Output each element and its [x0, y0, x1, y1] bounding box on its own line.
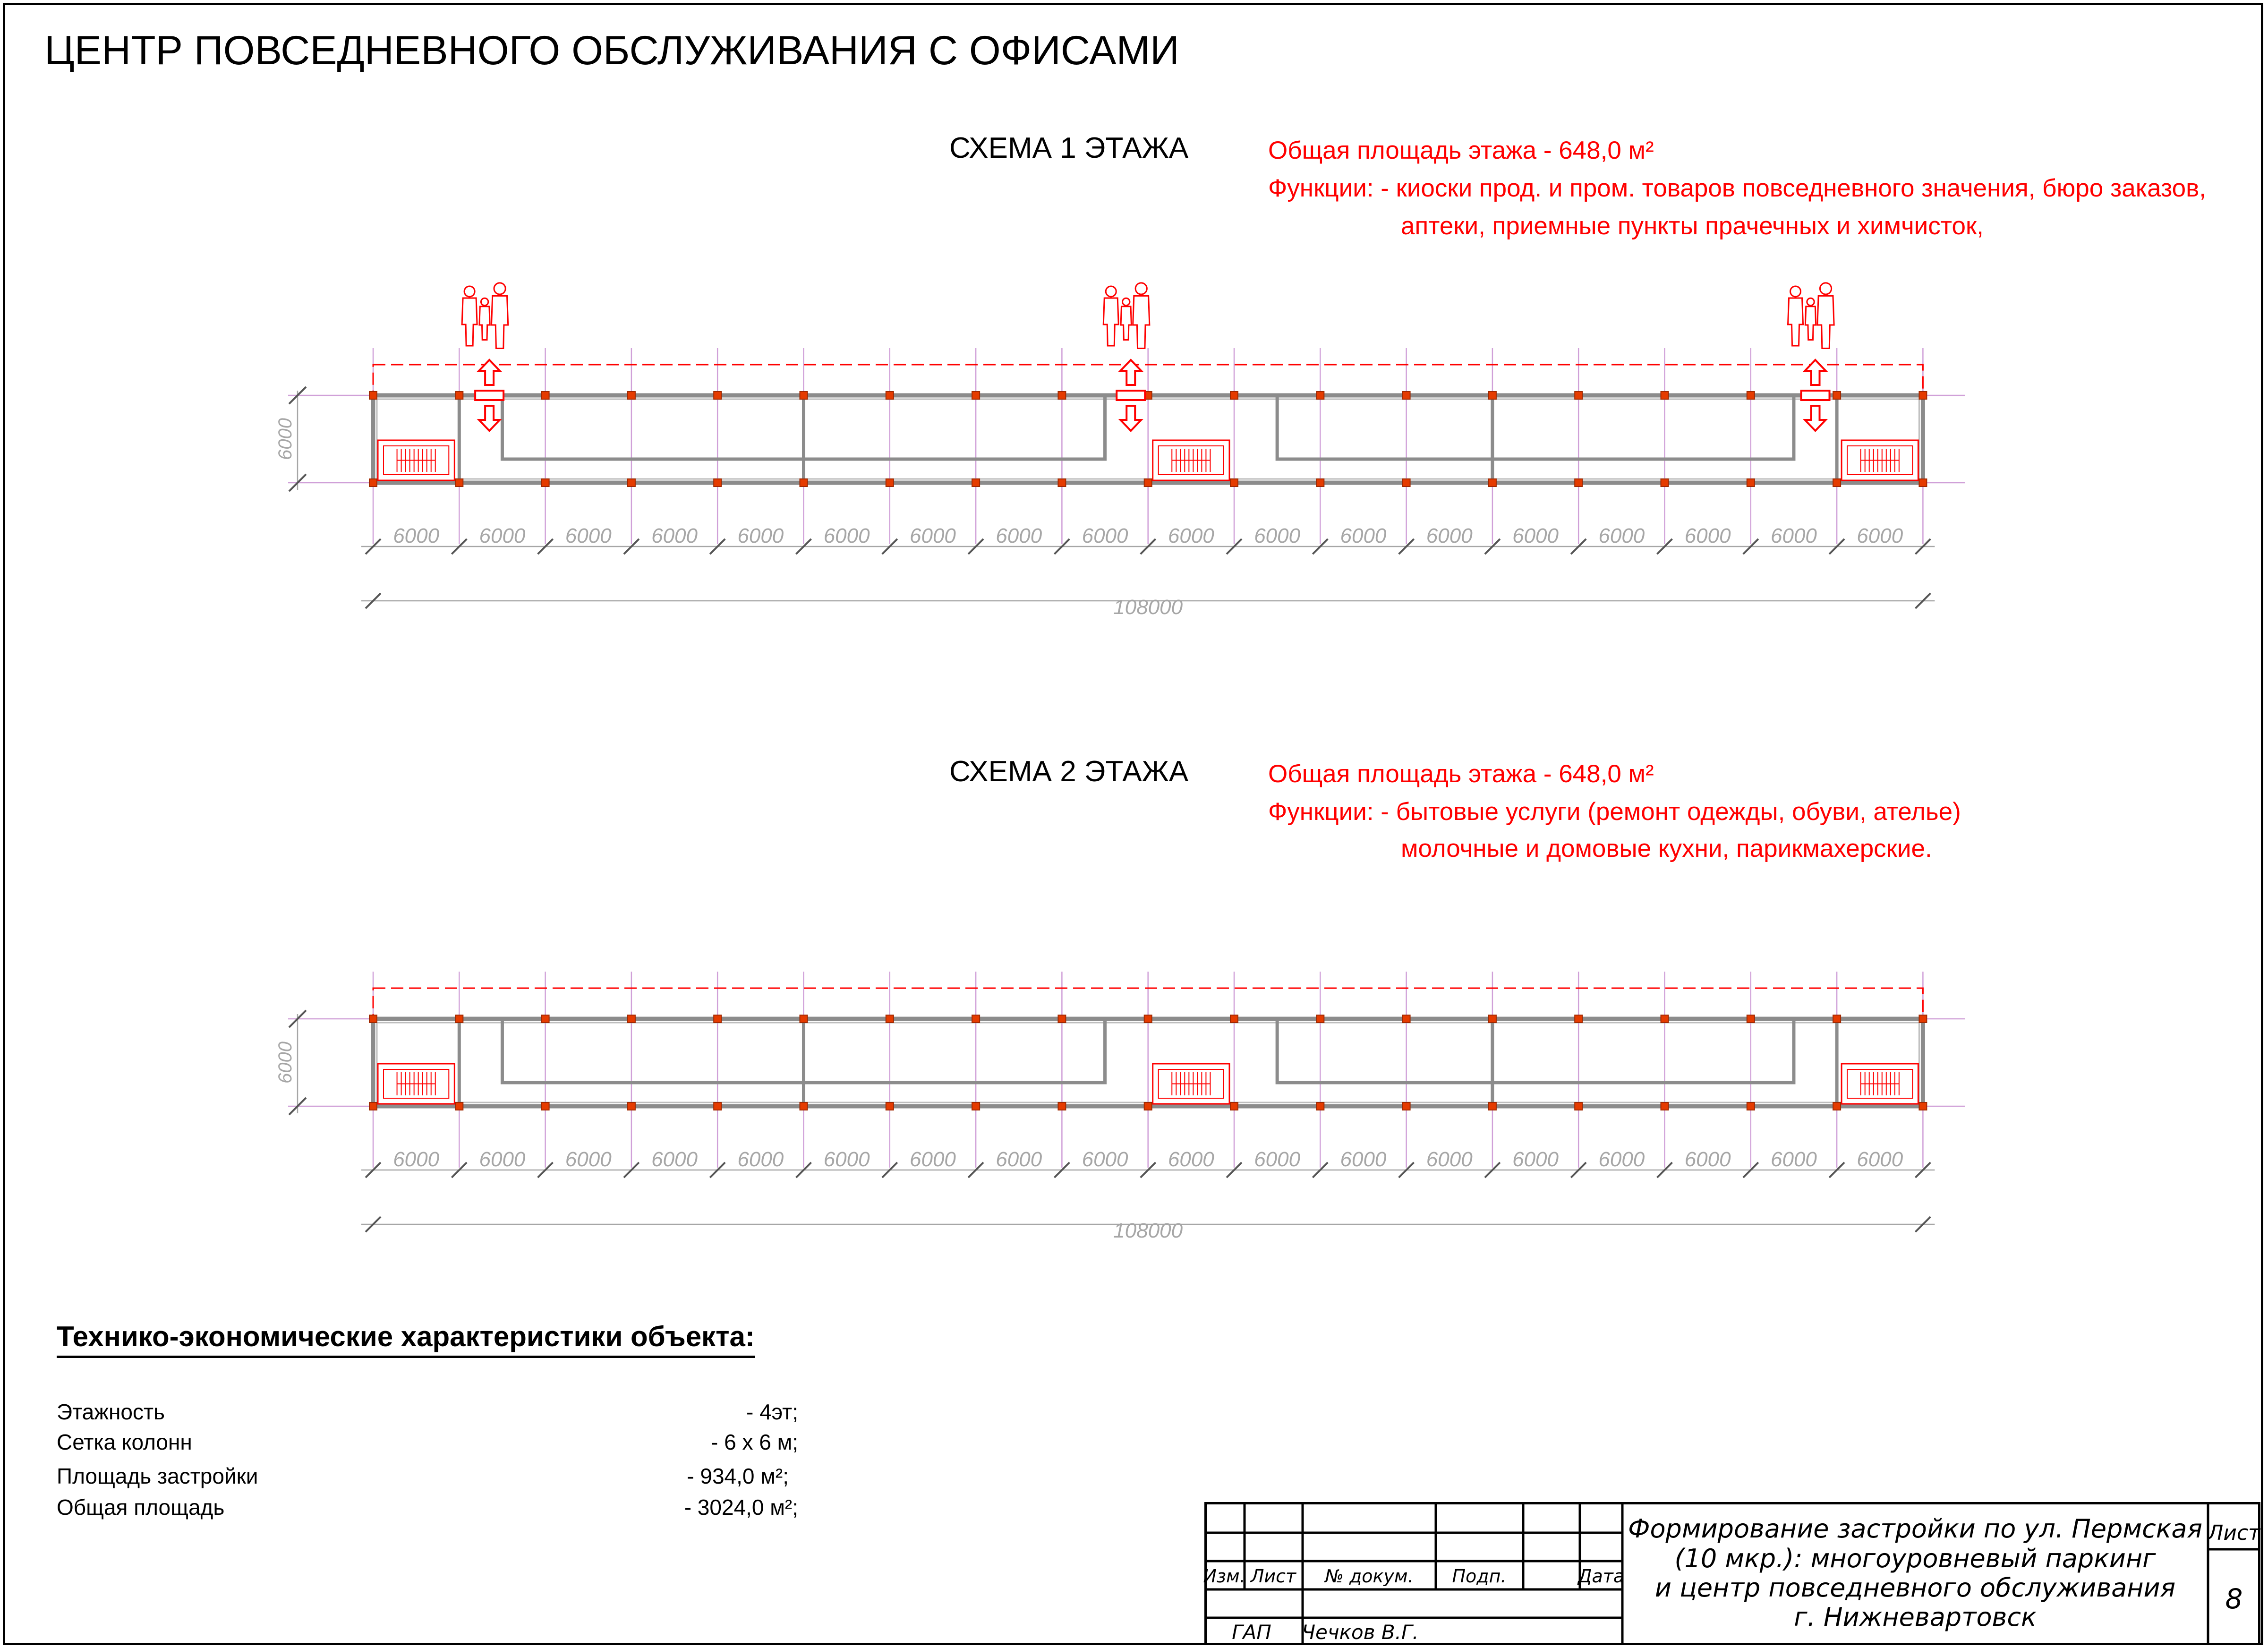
stamp-sheet-number: 8 — [2225, 1583, 2243, 1615]
bay-dim-label: 6000 — [1857, 1148, 1903, 1171]
plan2-area: Общая площадь этажа - 648,0 м² — [1268, 760, 1654, 788]
arrow-up — [1120, 360, 1141, 385]
person-body — [1121, 307, 1131, 340]
stair-icon — [1842, 1064, 1918, 1104]
bay-dim-label: 6000 — [1771, 1148, 1817, 1171]
column-marker — [800, 1015, 808, 1023]
column-marker — [1747, 479, 1755, 487]
stamp-project-line2: (10 мкр.): многоуровневый паркинг — [1674, 1544, 2156, 1573]
column-marker — [886, 1015, 894, 1023]
column-marker — [1661, 1015, 1669, 1023]
column-marker — [1919, 1015, 1927, 1023]
stair-icon — [1153, 440, 1229, 480]
column-marker — [886, 392, 894, 399]
column-marker — [1316, 392, 1324, 399]
inner-partition — [1277, 1019, 1794, 1083]
bay-dim-label: 6000 — [651, 524, 698, 547]
double-arrow-icon — [1801, 360, 1830, 431]
column-marker — [1230, 1102, 1238, 1110]
stamp-col-date: Дата — [1577, 1566, 1625, 1587]
column-marker — [369, 1102, 377, 1110]
column-marker — [800, 1102, 808, 1110]
person-head — [1123, 298, 1130, 305]
people-icon — [1103, 283, 1150, 349]
column-marker — [1058, 479, 1066, 487]
plan1-area: Общая площадь этажа - 648,0 м² — [1268, 137, 1654, 164]
column-marker — [1058, 1015, 1066, 1023]
plan2-functions-line1: Функции: - бытовые услуги (ремонт одежды, обуви, ателье) — [1268, 798, 1961, 826]
bay-dim-label: 6000 — [1082, 1148, 1128, 1171]
person-head — [1791, 286, 1801, 297]
column-marker — [1489, 1102, 1496, 1110]
stamp-col-sign: Подп. — [1452, 1566, 1507, 1587]
stamp-col-izm: Изм. — [1203, 1566, 1245, 1587]
bay-dim-label: 6000 — [1254, 524, 1301, 547]
bay-dim-label: 6000 — [479, 1148, 526, 1171]
column-marker — [1489, 392, 1496, 399]
column-marker — [972, 479, 980, 487]
arrow-up — [479, 360, 500, 385]
column-marker — [1919, 479, 1927, 487]
column-marker — [1230, 479, 1238, 487]
column-marker — [369, 392, 377, 399]
column-marker — [1230, 1015, 1238, 1023]
tech-label-footprint: Площадь застройки — [57, 1464, 258, 1488]
entrance-door — [1801, 391, 1830, 400]
stair-icon — [378, 1064, 454, 1104]
column-marker — [714, 1102, 721, 1110]
bay-dim-label: 6000 — [1598, 524, 1645, 547]
total-dim-label: 108000 — [1113, 596, 1183, 619]
entrance-door — [1117, 391, 1145, 400]
column-marker — [972, 1015, 980, 1023]
person-head — [1807, 298, 1814, 305]
column-marker — [1403, 479, 1410, 487]
bay-dim-label: 6000 — [1426, 1148, 1473, 1171]
column-marker — [1661, 1102, 1669, 1110]
column-marker — [1403, 1102, 1410, 1110]
column-marker — [1403, 392, 1410, 399]
bay-dim-label: 6000 — [1684, 1148, 1731, 1171]
column-marker — [972, 1102, 980, 1110]
people-icon — [462, 283, 508, 349]
stamp-role: ГАП — [1232, 1621, 1271, 1644]
column-marker — [1316, 1102, 1324, 1110]
entrance-door — [475, 391, 503, 400]
sheet-title: ЦЕНТР ПОВСЕДНЕВНОГО ОБСЛУЖИВАНИЯ С ОФИСАМИ — [44, 28, 1179, 73]
column-marker — [1489, 479, 1496, 487]
bay-dim-label: 6000 — [393, 1148, 440, 1171]
stamp-sheet-label: Лист — [2208, 1521, 2260, 1545]
bay-dim-label: 6000 — [393, 524, 440, 547]
tech-value-floors: - 4эт; — [746, 1400, 798, 1424]
column-marker — [1747, 392, 1755, 399]
tech-label-floors: Этажность — [57, 1400, 165, 1424]
arrow-down — [1805, 406, 1826, 431]
tech-value-total-area: - 3024,0 м²; — [684, 1495, 798, 1520]
bay-dim-label: 6000 — [479, 524, 526, 547]
column-marker — [714, 392, 721, 399]
column-marker — [714, 1015, 721, 1023]
floor-plan-1 — [0, 255, 2268, 619]
person-body — [492, 296, 508, 348]
column-marker — [542, 1015, 549, 1023]
double-arrow-icon — [1117, 360, 1145, 431]
column-marker — [800, 392, 808, 399]
bay-dim-label: 6000 — [996, 1148, 1042, 1171]
depth-dim-label: 6000 — [275, 418, 296, 460]
column-marker — [1747, 1102, 1755, 1110]
column-marker — [800, 479, 808, 487]
column-marker — [628, 1102, 635, 1110]
person-head — [1135, 283, 1147, 294]
people-icon — [1788, 283, 1834, 349]
column-marker — [628, 479, 635, 487]
person-head — [1820, 283, 1831, 294]
stamp-project-line1: Формирование застройки по ул. Пермская — [1628, 1514, 2202, 1544]
column-marker — [1575, 479, 1582, 487]
person-body — [1103, 298, 1118, 346]
column-marker — [1919, 392, 1927, 399]
bay-dim-label: 6000 — [1684, 524, 1731, 547]
bay-dim-label: 6000 — [1771, 524, 1817, 547]
bay-dim-label: 6000 — [651, 1148, 698, 1171]
tech-value-grid: - 6 х 6 м; — [710, 1430, 798, 1454]
tech-label-grid: Сетка колонн — [57, 1430, 192, 1454]
floor-plan-2 — [0, 935, 2268, 1242]
title-block — [1204, 1502, 2260, 1645]
plan-1-group — [275, 283, 1965, 619]
column-marker — [1833, 1015, 1841, 1023]
bay-dim-label: 6000 — [1426, 524, 1473, 547]
column-marker — [1058, 1102, 1066, 1110]
column-marker — [1144, 1015, 1152, 1023]
bay-dim-label: 6000 — [1512, 1148, 1559, 1171]
column-marker — [1919, 1102, 1927, 1110]
bay-dim-label: 6000 — [1254, 1148, 1301, 1171]
bay-dim-label: 6000 — [565, 1148, 612, 1171]
column-marker — [1833, 1102, 1841, 1110]
person-body — [1133, 296, 1150, 348]
column-marker — [1575, 392, 1582, 399]
plan1-functions-line2: аптеки, приемные пункты прачечных и химчисток, — [1401, 212, 1984, 240]
tech-label-total-area: Общая площадь — [57, 1495, 225, 1520]
bay-dim-label: 6000 — [565, 524, 612, 547]
person-body — [1805, 307, 1816, 340]
stamp-col-doc: № докум. — [1325, 1566, 1414, 1587]
bay-dim-label: 6000 — [1168, 524, 1214, 547]
plan1-functions-line1: Функции: - киоски прод. и пром. товаров повседневного значения, бюро заказов, — [1268, 174, 2207, 202]
column-marker — [455, 1102, 463, 1110]
depth-dim-label: 6000 — [275, 1042, 296, 1084]
bay-dim-label: 6000 — [737, 524, 784, 547]
column-marker — [369, 1015, 377, 1023]
tech-value-footprint: - 934,0 м²; — [687, 1464, 789, 1488]
column-marker — [1661, 392, 1669, 399]
stair-icon — [1153, 1064, 1229, 1104]
inner-partition — [1277, 395, 1794, 459]
column-marker — [886, 1102, 894, 1110]
arrow-down — [479, 406, 500, 431]
column-marker — [1833, 479, 1841, 487]
plan2-heading: СХЕМА 2 ЭТАЖА — [949, 755, 1189, 788]
bay-dim-label: 6000 — [996, 524, 1042, 547]
plan-2-group — [275, 972, 1965, 1242]
column-marker — [542, 479, 549, 487]
column-marker — [1661, 479, 1669, 487]
person-body — [462, 298, 477, 346]
stamp-author: Чечков В.Г. — [1302, 1621, 1419, 1644]
column-marker — [455, 479, 463, 487]
column-marker — [628, 392, 635, 399]
column-marker — [1144, 1102, 1152, 1110]
column-marker — [1489, 1015, 1496, 1023]
column-marker — [455, 1015, 463, 1023]
tech-heading: Технико-экономические характеристики объекта: — [57, 1320, 755, 1358]
bay-dim-label: 6000 — [737, 1148, 784, 1171]
arrow-down — [1120, 406, 1141, 431]
column-marker — [714, 479, 721, 487]
bay-dim-label: 6000 — [1857, 524, 1903, 547]
stair-icon — [378, 440, 454, 480]
person-body — [1788, 298, 1803, 346]
person-head — [494, 283, 505, 294]
stamp-project-line3: и центр повседневного обслуживания — [1654, 1573, 2176, 1603]
bay-dim-label: 6000 — [1340, 1148, 1387, 1171]
plan1-heading: СХЕМА 1 ЭТАЖА — [949, 132, 1189, 164]
bay-dim-label: 6000 — [910, 524, 956, 547]
stair-icon — [1842, 440, 1918, 480]
column-marker — [1833, 392, 1841, 399]
bay-dim-label: 6000 — [823, 524, 870, 547]
column-marker — [542, 392, 549, 399]
bay-dim-label: 6000 — [1512, 524, 1559, 547]
bay-dim-label: 6000 — [1082, 524, 1128, 547]
column-marker — [1230, 392, 1238, 399]
bay-dim-label: 6000 — [910, 1148, 956, 1171]
bay-dim-label: 6000 — [1340, 524, 1387, 547]
person-head — [481, 298, 488, 305]
column-marker — [972, 392, 980, 399]
column-marker — [1747, 1015, 1755, 1023]
bay-dim-label: 6000 — [823, 1148, 870, 1171]
column-marker — [1058, 392, 1066, 399]
column-marker — [886, 479, 894, 487]
column-marker — [369, 479, 377, 487]
plan2-functions-line2: молочные и домовые кухни, парикмахерские. — [1401, 835, 1932, 862]
column-marker — [1316, 479, 1324, 487]
arrow-up — [1805, 360, 1826, 385]
column-marker — [542, 1102, 549, 1110]
person-body — [479, 307, 490, 340]
column-marker — [1575, 1102, 1582, 1110]
column-marker — [1316, 1015, 1324, 1023]
bay-dim-label: 6000 — [1168, 1148, 1214, 1171]
double-arrow-icon — [475, 360, 503, 431]
bay-dim-label: 6000 — [1598, 1148, 1645, 1171]
stamp-project-line4: г. Нижневартовск — [1794, 1602, 2037, 1632]
stamp-col-list: Лист — [1250, 1566, 1296, 1587]
column-marker — [455, 392, 463, 399]
total-dim-label: 108000 — [1113, 1219, 1183, 1242]
person-head — [464, 286, 475, 297]
person-body — [1817, 296, 1834, 348]
column-marker — [1575, 1015, 1582, 1023]
person-head — [1106, 286, 1116, 297]
column-marker — [1144, 479, 1152, 487]
column-marker — [1403, 1015, 1410, 1023]
column-marker — [628, 1015, 635, 1023]
